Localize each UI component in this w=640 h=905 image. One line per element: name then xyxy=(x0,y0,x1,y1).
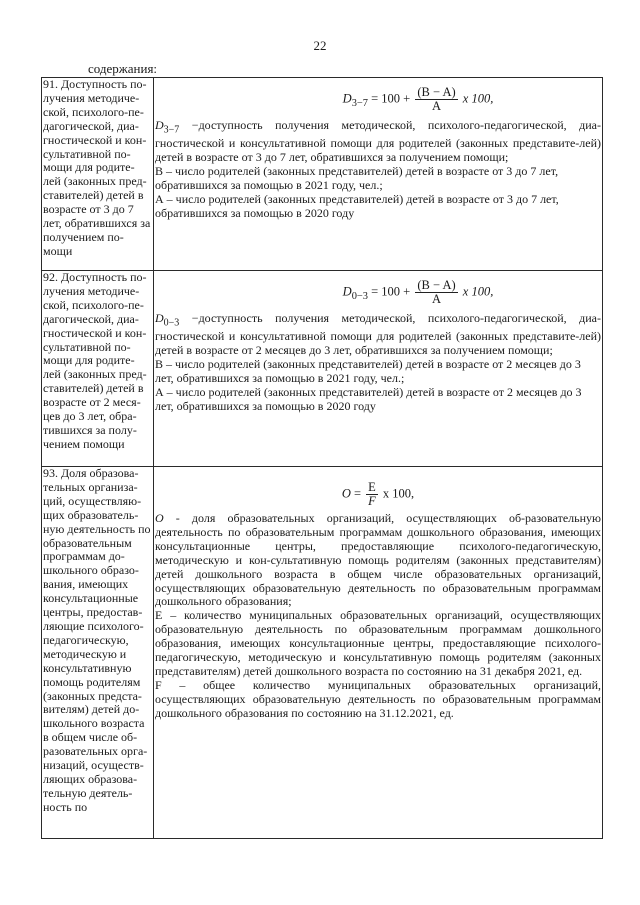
variable-f-text: F – общее количество муниципальных образовательных организаций, осуществляющих образовательную деятельность по образовательным программам дошкольного образования по состоянию на 31.12.2021, ед. xyxy=(155,677,601,720)
variable-e-text: Е – количество муниципальных образовательных организаций, осуществляющих образовательную деятельность по образовательным программам дошкольного образования, имеющих консультационные центры, предоставляющие психолого-педагогическую, методическую и консультативную помощь родителям (законных представителям) детей дошкольного возраста по состоянию на 31 декабря 2021, ед. xyxy=(155,608,601,678)
indicators-table xyxy=(41,77,603,839)
definition-text: $D_{3-7}$ −доступность получения методической, психолого-педагогической, диа-гностической и консультативной помощи для родителей (законных представите-лей) детей в возрасте от 3 до 7 лет, обратившихся за получением помощи; xyxy=(155,118,601,165)
variable-a-text: А – число родителей (законных представителей) детей в возрасте от 3 до 7 лет, обратившихся за помощью в 2020 году xyxy=(155,191,559,220)
variable-b-text: В – число родителей (законных представителей) детей в возрасте от 3 до 7 лет, обратившихся за помощью в 2021 году, чел.; xyxy=(155,164,559,193)
table-row xyxy=(42,467,603,839)
definition-text: $D_{0-3}$ −доступность получения методической, психолого-педагогической, диа-гностической и консультативной помощи для родителей (законных представите-лей) детей в возрасте от 2 месяцев до 3 лет, обратившихся за получением помощи; xyxy=(155,311,601,358)
page-number: 22 xyxy=(313,38,327,53)
indicator-cell: 91. Доступность по-лучения методиче-ской, психолого-пе-дагогической, диа-гностической и кон-сультативной по-мощи для родите-лей (законных пред-ставителей) детей в возрасте от 3 до 7 лет, обратившихся за получением по-мощи xyxy=(42,78,154,271)
description-cell xyxy=(154,78,603,271)
description-cell xyxy=(154,271,603,467)
formula: $D_{0-3} = 100$ + $\frac{(B - A)}{A}$ x 100, xyxy=(342,278,494,306)
table-row xyxy=(42,78,603,271)
description-cell xyxy=(154,467,603,839)
definition-text: O - доля образовательных организаций, осуществляющих об-разовательную деятельность по образовательным программам дошкольного образования, имеющих консультационные центры, предоставляющие психолого-педагогическую, методическую и кон-сультативную помощь родителям (законных представителям) детей дошкольного возраста в общем числе образовательных организаций, осуществляющих образовательную деятельность по образовательным программам дошкольного образования; xyxy=(155,511,601,609)
variable-a-text: А – число родителей (законных представителей) детей в возрасте от 2 месяцев до 3 лет, обратившихся за помощью в 2020 году xyxy=(155,384,582,413)
formula: $D_{3-7} = 100$ + $\frac{(B - A)}{A}$ x 100, xyxy=(342,85,494,113)
indicator-cell: 92. Доступность по-лучения методиче-ской, психолого-пе-дагогической, диа-гностической и кон-сультативной по-мощи для родите-лей (законных пред-ставителей) детей в возрасте от 2 меся-цев до 3 лет, обра-тившихся за полу-чением помощи xyxy=(42,271,154,467)
formula: O = $\frac{E}{F}$ x 100, xyxy=(341,480,415,508)
table-row xyxy=(42,271,603,467)
variable-b-text: В – число родителей (законных представителей) детей в возрасте от 2 месяцев до 3 лет, обратившихся за помощью в 2021 году, чел.; xyxy=(155,357,581,386)
indicator-cell: 93. Доля образова-тельных организа-ций, осуществляю-щих образователь-ную деятельность по образовательным программам до-школьного образо-вания, имеющих консультационные центры, предостав-ляющие психолого-педагогическую, методическую и консультативную помощь родителям (законных предста-вителям) детей до-школьного возраста в общем числе об-разовательных орга-низаций, осуществ-ляющих образова-тельную деятель-ность по xyxy=(42,467,154,839)
continuation-text: содержания: xyxy=(88,61,158,76)
